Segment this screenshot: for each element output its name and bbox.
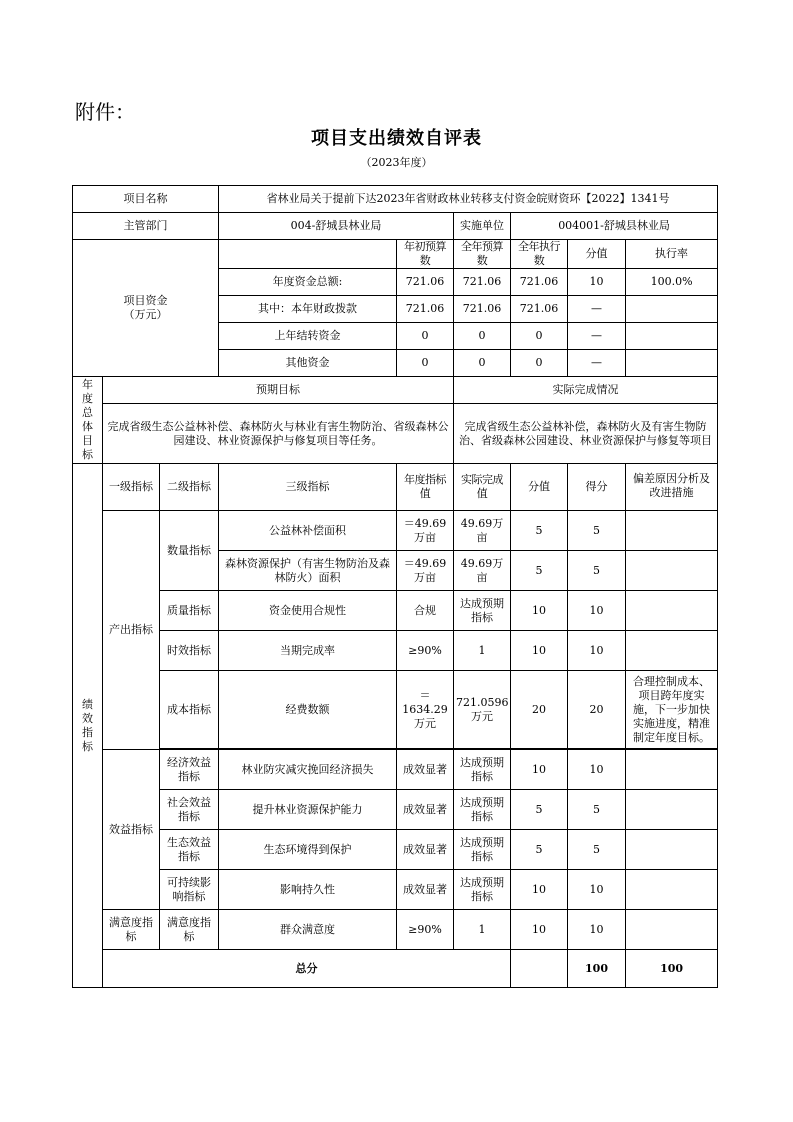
indicator-actual: 达成预期指标 [454, 790, 511, 830]
total-score: 100 [626, 950, 718, 988]
funds-cell: 0 [511, 323, 568, 350]
total-blank [511, 950, 568, 988]
indicator-score: 5 [568, 551, 626, 591]
page-title: 项目支出绩效自评表 [311, 128, 482, 149]
indicator-score: 10 [568, 870, 626, 910]
expected-goal-label: 预期目标 [103, 377, 454, 404]
funds-row-label: 年度资金总额: [219, 269, 397, 296]
indicator-row [73, 591, 718, 631]
indicator-score-value: 5 [511, 551, 568, 591]
indicator-name: 森林资源保护（有害生物防治及森林防火）面积 [219, 551, 397, 591]
funds-header: 分值 [568, 240, 626, 269]
funds-cell: 721.06 [454, 269, 511, 296]
unit-value: 004001-舒城县林业局 [511, 213, 718, 240]
indicator-score-value: 20 [511, 671, 568, 749]
funds-cell: 0 [454, 323, 511, 350]
funds-label: 项目资金 （万元） [73, 240, 219, 377]
funds-row-label: 其中：本年财政拨款 [219, 296, 397, 323]
total-label: 总分 [103, 950, 511, 988]
funds-cell: 0 [511, 350, 568, 377]
attachment-label: 附件： [75, 100, 135, 124]
indicator-actual: 49.69万亩 [454, 551, 511, 591]
indicator-actual: 达成预期指标 [454, 750, 511, 790]
indicator-target: 成效显著 [397, 790, 454, 830]
indicator-row [73, 631, 718, 671]
quantity-indicators-label: 数量指标 [160, 511, 219, 591]
funds-cell: — [568, 350, 626, 377]
indicator-actual: 达成预期指标 [454, 870, 511, 910]
output-indicators-label: 产出指标 [103, 511, 160, 750]
indicator-score: 20 [568, 671, 626, 749]
indicator-name: 资金使用合规性 [219, 591, 397, 631]
indicator-target: ≥90% [397, 910, 454, 950]
indicator-header: 二级指标 [160, 464, 219, 511]
indicator-note [626, 830, 718, 870]
indicator-header: 年度指标值 [397, 464, 454, 511]
indicator-name: 生态环境得到保护 [219, 830, 397, 870]
indicator-row [73, 910, 718, 950]
indicator-header: 三级指标 [219, 464, 397, 511]
performance-indicators-label: 绩 效 指 标 [73, 464, 103, 988]
indicator-note [626, 631, 718, 671]
indicator-score: 5 [568, 790, 626, 830]
indicator-actual: 1 [454, 910, 511, 950]
indicator-level2: 时效指标 [160, 631, 219, 671]
dept-value: 004-舒城县林业局 [219, 213, 454, 240]
funds-cell: 721.06 [511, 269, 568, 296]
funds-row-label: 其他资金 [219, 350, 397, 377]
funds-cell: 721.06 [511, 296, 568, 323]
indicator-score: 10 [568, 750, 626, 790]
project-name-value: 省林业局关于提前下达2023年省财政林业转移支付资金皖财资环【2022】1341号 [219, 186, 718, 213]
indicator-score: 5 [568, 511, 626, 551]
indicator-level2: 质量指标 [160, 591, 219, 631]
indicator-score-value: 5 [511, 511, 568, 551]
satisfaction-level1: 满意度指标 [103, 910, 160, 950]
indicator-score: 5 [568, 830, 626, 870]
indicator-note [626, 910, 718, 950]
actual-completion-label: 实际完成情况 [454, 377, 718, 404]
indicator-header: 得分 [568, 464, 626, 511]
funds-cell: 0 [397, 323, 454, 350]
indicator-target: ＝49.69万亩 [397, 511, 454, 551]
indicator-score-value: 10 [511, 591, 568, 631]
indicator-level2: 社会效益指标 [160, 790, 219, 830]
funds-cell: 10 [568, 269, 626, 296]
indicator-actual: 49.69万亩 [454, 511, 511, 551]
indicator-name: 林业防灾减灾挽回经济损失 [219, 750, 397, 790]
funds-cell: 721.06 [397, 269, 454, 296]
funds-cell: 0 [397, 350, 454, 377]
indicator-row [73, 790, 718, 830]
indicator-level2: 成本指标 [160, 671, 219, 749]
indicator-level2: 经济效益指标 [160, 750, 219, 790]
indicator-header: 分值 [511, 464, 568, 511]
indicator-target: ≥90% [397, 631, 454, 671]
page-subtitle: （2023年度） [360, 156, 433, 169]
indicator-header: 实际完成值 [454, 464, 511, 511]
indicator-target: 成效显著 [397, 830, 454, 870]
dept-label: 主管部门 [73, 213, 219, 240]
funds-header: 全年预算数 [454, 240, 511, 269]
indicator-level2: 可持续影响指标 [160, 870, 219, 910]
funds-header: 执行率 [626, 240, 718, 269]
indicator-header: 偏差原因分析及改进措施 [626, 464, 718, 511]
indicator-target: 成效显著 [397, 750, 454, 790]
indicator-name: 提升林业资源保护能力 [219, 790, 397, 830]
indicator-level2: 满意度指标 [160, 910, 219, 950]
indicator-name: 经费数额 [219, 671, 397, 749]
unit-label: 实施单位 [454, 213, 511, 240]
indicator-actual: 达成预期指标 [454, 830, 511, 870]
indicator-note: 合理控制成本、项目跨年度实施，下一步加快实施进度，精准制定年度目标。 [626, 671, 718, 749]
indicator-score-value: 5 [511, 790, 568, 830]
indicator-score-value: 10 [511, 750, 568, 790]
indicator-name: 当期完成率 [219, 631, 397, 671]
indicator-score: 10 [568, 591, 626, 631]
funds-cell: 721.06 [397, 296, 454, 323]
indicator-note [626, 511, 718, 551]
indicator-note [626, 551, 718, 591]
funds-cell: 721.06 [454, 296, 511, 323]
indicator-target: 成效显著 [397, 870, 454, 910]
indicator-row [73, 671, 718, 749]
funds-row-label: 上年结转资金 [219, 323, 397, 350]
indicator-note [626, 750, 718, 790]
indicator-target: ＝49.69万亩 [397, 551, 454, 591]
funds-cell [626, 350, 718, 377]
indicator-row [73, 870, 718, 910]
indicator-note [626, 790, 718, 830]
indicator-name: 群众满意度 [219, 910, 397, 950]
funds-header-blank [219, 240, 397, 269]
indicator-row [73, 750, 718, 790]
actual-completion-text: 完成省级生态公益林补偿，森林防火及有害生物防治、省级森林公园建设、林业资源保护与修复等项目 [454, 404, 718, 464]
indicator-actual: 721.0596万元 [454, 671, 511, 749]
indicator-score-value: 5 [511, 830, 568, 870]
indicator-target: 合规 [397, 591, 454, 631]
indicator-target: ＝1634.29万元 [397, 671, 454, 749]
annual-goals-label: 年 度 总 体 目 标 [73, 377, 103, 464]
funds-cell: — [568, 296, 626, 323]
total-score-value: 100 [568, 950, 626, 988]
indicator-note [626, 870, 718, 910]
indicator-actual: 达成预期指标 [454, 591, 511, 631]
indicator-level2: 生态效益指标 [160, 830, 219, 870]
indicator-note [626, 591, 718, 631]
funds-cell: 100.0% [626, 269, 718, 296]
funds-header: 全年执行数 [511, 240, 568, 269]
indicator-name: 公益林补偿面积 [219, 511, 397, 551]
indicator-row [73, 830, 718, 870]
funds-cell [626, 296, 718, 323]
indicator-score-value: 10 [511, 910, 568, 950]
expected-goal-text: 完成省级生态公益林补偿、森林防火与林业有害生物防治、省级森林公园建设、林业资源保护与修复项目等任务。 [103, 404, 454, 464]
indicator-score: 10 [568, 631, 626, 671]
funds-header: 年初预算数 [397, 240, 454, 269]
indicator-score: 10 [568, 910, 626, 950]
funds-cell: — [568, 323, 626, 350]
indicator-header: 一级指标 [103, 464, 160, 511]
benefit-indicators-label: 效益指标 [103, 750, 160, 910]
indicator-name: 影响持久性 [219, 870, 397, 910]
project-name-label: 项目名称 [73, 186, 219, 213]
funds-cell: 0 [454, 350, 511, 377]
funds-cell [626, 323, 718, 350]
indicator-row [73, 511, 718, 551]
indicator-score-value: 10 [511, 631, 568, 671]
self-evaluation-table [72, 185, 718, 988]
indicator-actual: 1 [454, 631, 511, 671]
indicator-score-value: 10 [511, 870, 568, 910]
